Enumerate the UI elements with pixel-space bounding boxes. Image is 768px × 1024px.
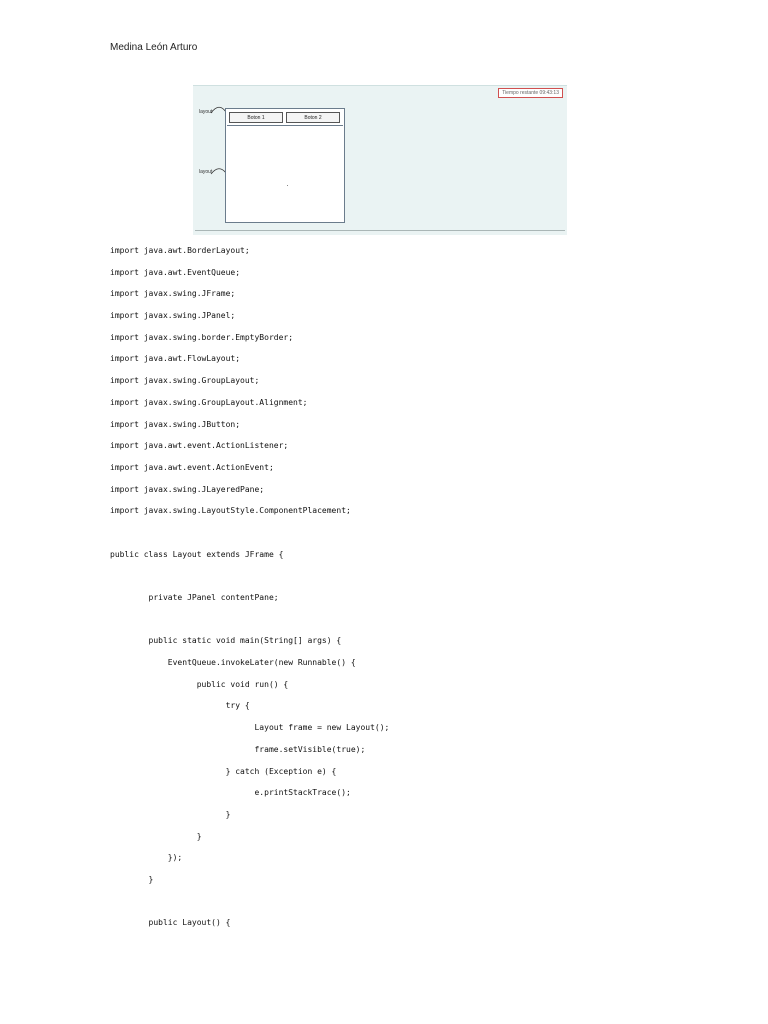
- figure-divider: [195, 230, 565, 231]
- code-line: import javax.swing.border.EmptyBorder;: [110, 332, 294, 342]
- code-line: try {: [110, 701, 250, 711]
- code-line: });: [110, 853, 183, 863]
- document-author: Medina León Arturo: [110, 42, 198, 53]
- code-line: } catch (Exception e) {: [110, 766, 337, 776]
- boton-1-button[interactable]: Boton 1: [229, 112, 283, 123]
- code-line: public Layout() {: [110, 918, 231, 928]
- code-listing: [110, 240, 389, 934]
- code-line: import java.awt.event.ActionListener;: [110, 441, 289, 451]
- code-line: public void run() {: [110, 679, 289, 689]
- code-line: }: [110, 831, 202, 841]
- code-line: Layout frame = new Layout();: [110, 723, 390, 733]
- code-line: private JPanel contentPane;: [110, 593, 279, 602]
- code-line: import javax.swing.JButton;: [110, 419, 241, 429]
- code-line: frame.setVisible(true);: [110, 744, 366, 754]
- code-line: import java.awt.EventQueue;: [110, 267, 241, 277]
- code-line: import javax.swing.JPanel;: [110, 311, 236, 321]
- code-line: public class Layout extends JFrame {: [110, 549, 284, 559]
- code-line: import java.awt.BorderLayout;: [110, 246, 250, 255]
- code-line: import javax.swing.GroupLayout.Alignment;: [110, 397, 308, 407]
- code-line: [110, 891, 389, 913]
- jframe-preview: [225, 108, 345, 223]
- boton-2-button[interactable]: Boton 2: [286, 112, 340, 123]
- code-line: [110, 522, 389, 544]
- code-line: [110, 609, 389, 631]
- code-line: [110, 565, 389, 587]
- center-marker: [287, 185, 288, 186]
- layered-pane: [227, 125, 343, 221]
- code-line: }: [110, 874, 154, 884]
- code-line: }: [110, 809, 231, 819]
- code-line: import javax.swing.JLayeredPane;: [110, 484, 265, 494]
- code-line: import java.awt.FlowLayout;: [110, 354, 241, 364]
- code-line: import javax.swing.JFrame;: [110, 289, 236, 299]
- code-line: import javax.swing.LayoutStyle.ComponentPlacement;: [110, 506, 351, 516]
- annotation-layout-top: layout: [199, 109, 213, 115]
- layout-screenshot-figure: [193, 85, 567, 235]
- code-line: import java.awt.event.ActionEvent;: [110, 462, 274, 472]
- code-line: import javax.swing.GroupLayout;: [110, 376, 260, 386]
- annotation-layout-bottom: layout: [199, 169, 213, 175]
- code-line: EventQueue.invokeLater(new Runnable() {: [110, 658, 356, 668]
- code-line: public static void main(String[] args) {: [110, 636, 342, 646]
- code-line: e.printStackTrace();: [110, 788, 351, 798]
- timer-label: Tiempo restante 09:43:13: [498, 88, 563, 98]
